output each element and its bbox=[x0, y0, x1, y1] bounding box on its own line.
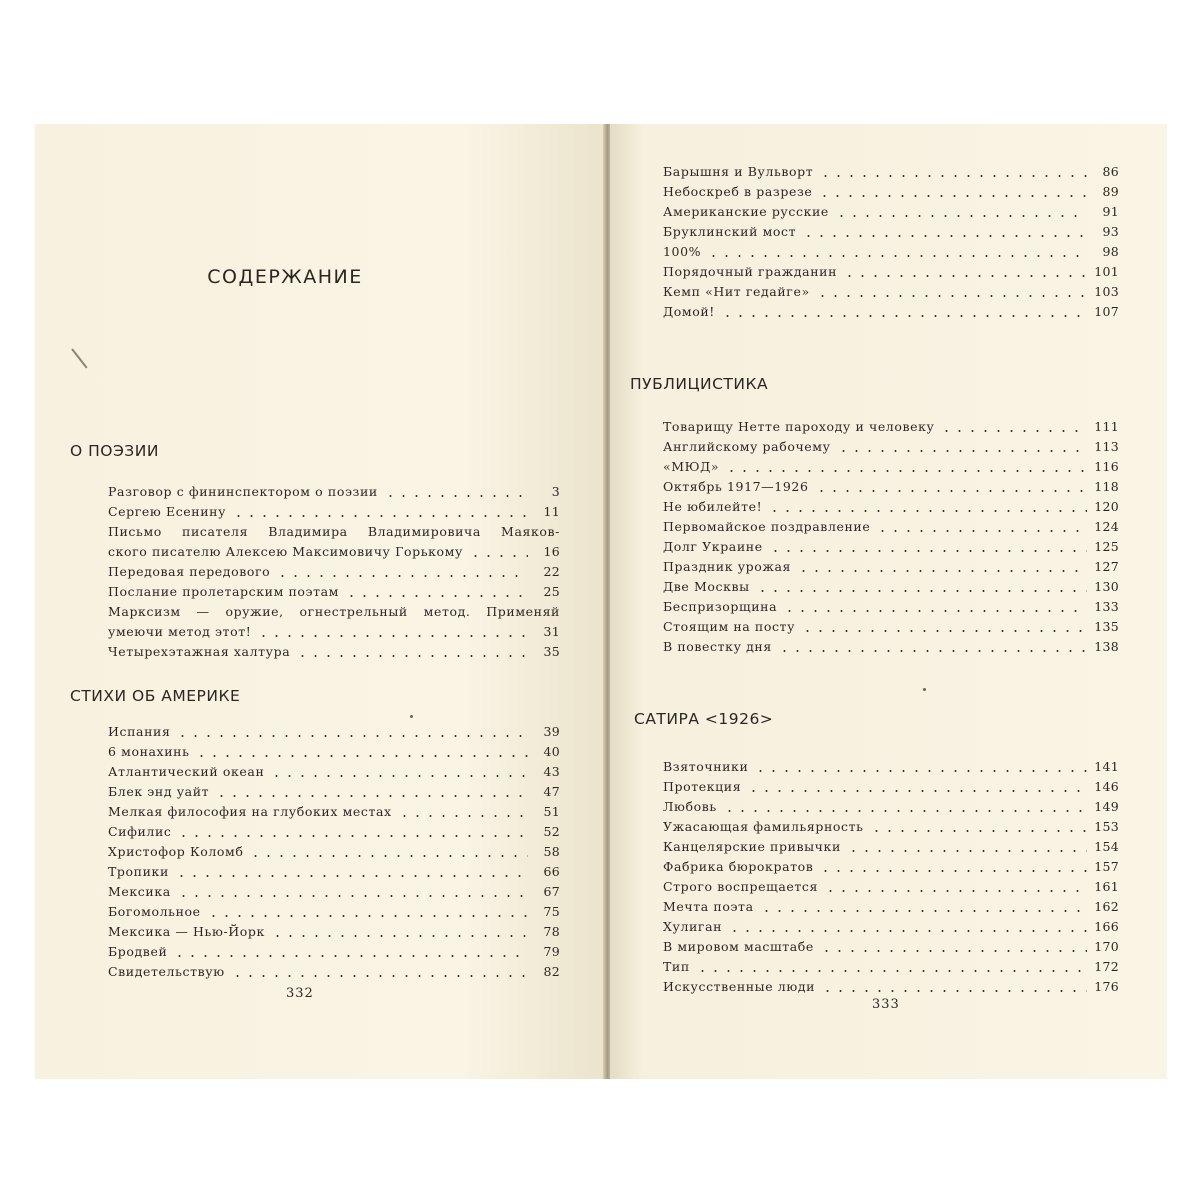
entry-title: Порядочный гражданин bbox=[663, 264, 838, 279]
leader-dots bbox=[232, 515, 528, 517]
toc-entry[interactable] bbox=[663, 162, 1119, 182]
entry-page-number: 22 bbox=[543, 564, 560, 579]
toc-entry[interactable] bbox=[663, 817, 1119, 837]
entry-page-number: 47 bbox=[543, 784, 560, 799]
toc-entry[interactable] bbox=[108, 962, 560, 982]
entry-page-number: 31 bbox=[543, 624, 560, 639]
leader-dots bbox=[696, 970, 1087, 972]
entry-page-number: 153 bbox=[1094, 819, 1119, 834]
leader-dots bbox=[797, 570, 1087, 572]
leader-dots bbox=[876, 530, 1087, 532]
entry-title: 6 монахинь bbox=[108, 744, 190, 759]
toc-entry-line[interactable] bbox=[108, 602, 560, 622]
leader-dots bbox=[175, 875, 528, 877]
toc-entry[interactable] bbox=[108, 782, 560, 802]
toc-entry[interactable] bbox=[663, 797, 1119, 817]
entry-title: Бруклинский мост bbox=[663, 224, 797, 239]
leader-dots bbox=[870, 830, 1087, 832]
entry-page-number: 113 bbox=[1094, 439, 1119, 454]
entry-title: Сергею Есенину bbox=[108, 504, 227, 519]
entry-title: Долг Украине bbox=[663, 539, 763, 554]
leader-dots bbox=[271, 935, 528, 937]
leader-dots bbox=[707, 255, 1087, 257]
toc-entry[interactable] bbox=[108, 822, 560, 842]
entry-page-number: 93 bbox=[1102, 224, 1119, 239]
entry-title: Хулиган bbox=[663, 919, 723, 934]
entry-page-number: 78 bbox=[543, 924, 560, 939]
contents-title: СОДЕРЖАНИЕ bbox=[207, 266, 363, 288]
entry-page-number: 133 bbox=[1094, 599, 1119, 614]
entry-page-number: 16 bbox=[543, 544, 560, 559]
entry-page-number: 130 bbox=[1094, 579, 1119, 594]
page-number-right: 333 bbox=[872, 997, 900, 1012]
entry-page-number: 166 bbox=[1094, 919, 1119, 934]
leader-dots bbox=[723, 810, 1087, 812]
entry-title: Праздник урожая bbox=[663, 559, 792, 574]
leader-dots bbox=[816, 295, 1087, 297]
entry-title: Марксизм — оружие, огнестрельный метод. Применяй bbox=[108, 604, 560, 619]
entry-page-number: 116 bbox=[1094, 459, 1119, 474]
entry-page-number: 79 bbox=[543, 944, 560, 959]
toc-entry[interactable] bbox=[663, 302, 1119, 322]
entry-title: Протекция bbox=[663, 779, 742, 794]
toc-entry[interactable] bbox=[108, 762, 560, 782]
entry-title: Испания bbox=[108, 724, 171, 739]
entry-page-number: 89 bbox=[1102, 184, 1119, 199]
entry-title: Ужасающая фамильярность bbox=[663, 819, 864, 834]
leader-dots bbox=[843, 275, 1087, 277]
toc-entry[interactable] bbox=[663, 457, 1119, 477]
leader-dots bbox=[249, 855, 528, 857]
leader-dots bbox=[760, 910, 1087, 912]
entry-page-number: 125 bbox=[1094, 539, 1119, 554]
entry-page-number: 146 bbox=[1094, 779, 1119, 794]
toc-entry[interactable] bbox=[663, 517, 1119, 537]
leader-dots bbox=[398, 815, 528, 817]
leader-dots bbox=[728, 930, 1087, 932]
entry-page-number: 58 bbox=[543, 844, 560, 859]
entry-title: Тропики bbox=[108, 864, 169, 879]
leader-dots bbox=[801, 630, 1087, 632]
entry-title: Мечта поэта bbox=[663, 899, 754, 914]
entry-title: Любовь bbox=[663, 799, 717, 814]
entry-title: Послание пролетарским поэтам bbox=[108, 584, 340, 599]
entry-page-number: 52 bbox=[543, 824, 560, 839]
toc-entry[interactable] bbox=[663, 857, 1119, 877]
toc-entry[interactable] bbox=[663, 617, 1119, 637]
toc-entry[interactable] bbox=[663, 477, 1119, 497]
entry-title: Небоскреб в разрезе bbox=[663, 184, 813, 199]
toc-entry[interactable] bbox=[108, 482, 560, 502]
entry-page-number: 91 bbox=[1102, 204, 1119, 219]
leader-dots bbox=[769, 550, 1087, 552]
leader-dots bbox=[754, 770, 1087, 772]
entry-page-number: 157 bbox=[1094, 859, 1119, 874]
leader-dots bbox=[819, 175, 1087, 177]
toc-entry[interactable] bbox=[108, 902, 560, 922]
leader-dots bbox=[176, 735, 528, 737]
toc-entry[interactable] bbox=[108, 922, 560, 942]
entry-title: Фабрика бюрократов bbox=[663, 859, 814, 874]
entry-title: Товарищу Нетте пароходу и человеку bbox=[663, 419, 935, 434]
entry-page-number: 51 bbox=[543, 804, 560, 819]
entry-title: Кемп «Нит гедайге» bbox=[663, 284, 810, 299]
entry-page-number: 154 bbox=[1094, 839, 1119, 854]
toc-entry[interactable] bbox=[108, 502, 560, 522]
toc-entry-line[interactable] bbox=[108, 522, 560, 542]
leader-dots bbox=[384, 495, 528, 497]
entry-title: Взяточники bbox=[663, 759, 749, 774]
entry-page-number: 67 bbox=[543, 884, 560, 899]
leader-dots bbox=[177, 895, 528, 897]
toc-entry[interactable] bbox=[663, 917, 1119, 937]
entry-page-number: 35 bbox=[543, 644, 560, 659]
entry-title: Беспризорщина bbox=[663, 599, 778, 614]
toc-entry[interactable] bbox=[663, 977, 1119, 997]
toc-entry[interactable] bbox=[663, 262, 1119, 282]
entry-page-number: 86 bbox=[1102, 164, 1119, 179]
toc-entry[interactable] bbox=[108, 562, 560, 582]
toc-entry[interactable] bbox=[663, 537, 1119, 557]
page-speck bbox=[410, 715, 413, 718]
entry-title: Две Москвы bbox=[663, 579, 750, 594]
toc-entry[interactable] bbox=[663, 182, 1119, 202]
section-title: О ПОЭЗИИ bbox=[70, 442, 159, 460]
entry-title: Домой! bbox=[663, 304, 715, 319]
leader-dots bbox=[818, 195, 1087, 197]
leader-dots bbox=[296, 655, 528, 657]
toc-entry[interactable] bbox=[663, 437, 1119, 457]
leader-dots bbox=[835, 215, 1087, 217]
section-title: САТИРА <1926> bbox=[634, 710, 774, 728]
toc-entry[interactable] bbox=[663, 937, 1119, 957]
leader-dots bbox=[270, 775, 528, 777]
entry-page-number: 103 bbox=[1094, 284, 1119, 299]
entry-page-number: 141 bbox=[1094, 759, 1119, 774]
entry-title: Строго воспрещается bbox=[663, 879, 819, 894]
leader-dots bbox=[215, 795, 528, 797]
entry-title: Барышня и Вульворт bbox=[663, 164, 814, 179]
leader-dots bbox=[725, 470, 1087, 472]
toc-entry[interactable] bbox=[663, 282, 1119, 302]
page-number-left: 332 bbox=[286, 986, 314, 1001]
toc-entry[interactable] bbox=[663, 577, 1119, 597]
entry-title: Богомольное bbox=[108, 904, 201, 919]
entry-title: «МЮД» bbox=[663, 459, 720, 474]
leader-dots bbox=[821, 990, 1087, 992]
entry-title: Бродвей bbox=[108, 944, 168, 959]
entry-title: Английскому рабочему bbox=[663, 439, 831, 454]
entry-page-number: 98 bbox=[1102, 244, 1119, 259]
toc-entry[interactable] bbox=[108, 942, 560, 962]
leader-dots bbox=[778, 650, 1087, 652]
leader-dots bbox=[195, 755, 528, 757]
entry-page-number: 111 bbox=[1094, 419, 1119, 434]
toc-entry[interactable] bbox=[108, 642, 560, 662]
toc-entry[interactable] bbox=[663, 757, 1119, 777]
entry-page-number: 124 bbox=[1094, 519, 1119, 534]
entry-page-number: 118 bbox=[1094, 479, 1119, 494]
entry-page-number: 176 bbox=[1094, 979, 1119, 994]
entry-title: Мелкая философия на глубоких местах bbox=[108, 804, 392, 819]
toc-entry[interactable] bbox=[663, 597, 1119, 617]
entry-title: Тип bbox=[663, 959, 690, 974]
toc-entry[interactable] bbox=[108, 862, 560, 882]
entry-title: Четырехэтажная халтура bbox=[108, 644, 291, 659]
entry-page-number: 149 bbox=[1094, 799, 1119, 814]
entry-page-number: 107 bbox=[1094, 304, 1119, 319]
toc-entry[interactable] bbox=[108, 742, 560, 762]
entry-title: ского писателю Алексею Максимовичу Горькому bbox=[108, 544, 463, 559]
leader-dots bbox=[173, 955, 528, 957]
toc-entry[interactable] bbox=[108, 802, 560, 822]
entry-page-number: 11 bbox=[543, 504, 560, 519]
entry-page-number: 138 bbox=[1094, 639, 1119, 654]
entry-title: 100% bbox=[663, 244, 702, 259]
entry-page-number: 39 bbox=[543, 724, 560, 739]
leader-dots bbox=[820, 950, 1087, 952]
entry-page-number: 172 bbox=[1094, 959, 1119, 974]
entry-title: В мировом масштабе bbox=[663, 939, 814, 954]
entry-title: Христофор Коломб bbox=[108, 844, 244, 859]
leader-dots bbox=[469, 555, 528, 557]
entry-page-number: 162 bbox=[1094, 899, 1119, 914]
entry-page-number: 75 bbox=[543, 904, 560, 919]
leader-dots bbox=[276, 575, 528, 577]
leader-dots bbox=[847, 850, 1087, 852]
section-title: СТИХИ ОБ АМЕРИКЕ bbox=[70, 687, 241, 705]
leader-dots bbox=[802, 235, 1087, 237]
leader-dots bbox=[768, 510, 1087, 512]
toc-entry[interactable] bbox=[108, 882, 560, 902]
toc-entry[interactable] bbox=[663, 202, 1119, 222]
entry-title: Американские русские bbox=[663, 204, 829, 219]
entry-title: умеючи метод этот! bbox=[108, 624, 252, 639]
entry-page-number: 120 bbox=[1094, 499, 1119, 514]
entry-title: Первомайское поздравление bbox=[663, 519, 871, 534]
entry-page-number: 25 bbox=[543, 584, 560, 599]
entry-page-number: 66 bbox=[543, 864, 560, 879]
entry-title: Искусственные люди bbox=[663, 979, 816, 994]
toc-entry[interactable] bbox=[108, 842, 560, 862]
leader-dots bbox=[837, 450, 1087, 452]
entry-page-number: 43 bbox=[543, 764, 560, 779]
toc-entry[interactable] bbox=[663, 242, 1119, 262]
toc-entry[interactable] bbox=[663, 837, 1119, 857]
entry-page-number: 127 bbox=[1094, 559, 1119, 574]
toc-entry[interactable] bbox=[108, 582, 560, 602]
entry-title: Блек энд уайт bbox=[108, 784, 210, 799]
leader-dots bbox=[177, 835, 528, 837]
leader-dots bbox=[257, 635, 528, 637]
leader-dots bbox=[940, 430, 1087, 432]
leader-dots bbox=[207, 915, 528, 917]
entry-title: Мексика — Нью-Йорк bbox=[108, 924, 265, 939]
entry-title: Атлантический океан bbox=[108, 764, 265, 779]
leader-dots bbox=[345, 595, 528, 597]
page-speck bbox=[923, 688, 926, 691]
entry-title: Письмо писателя Владимира Владимировича Маяков- bbox=[108, 524, 560, 539]
leader-dots bbox=[756, 590, 1087, 592]
entry-title: Октябрь 1917—1926 bbox=[663, 479, 809, 494]
leader-dots bbox=[824, 890, 1087, 892]
leader-dots bbox=[783, 610, 1087, 612]
entry-page-number: 135 bbox=[1094, 619, 1119, 634]
entry-page-number: 3 bbox=[551, 484, 560, 499]
leader-dots bbox=[819, 870, 1087, 872]
toc-entry[interactable] bbox=[108, 622, 560, 642]
toc-entry[interactable] bbox=[663, 777, 1119, 797]
entry-title: Свидетельствую bbox=[108, 964, 225, 979]
entry-title: Стоящим на посту bbox=[663, 619, 796, 634]
entry-page-number: 82 bbox=[543, 964, 560, 979]
toc-entry[interactable] bbox=[663, 957, 1119, 977]
leader-dots bbox=[815, 490, 1088, 492]
entry-title: Канцелярские привычки bbox=[663, 839, 841, 854]
entry-title: Не юбилейте! bbox=[663, 499, 763, 514]
leader-dots bbox=[721, 315, 1087, 317]
toc-entry[interactable] bbox=[108, 542, 560, 562]
entry-title: В повестку дня bbox=[663, 639, 772, 654]
entry-title: Мексика bbox=[108, 884, 171, 899]
entry-page-number: 170 bbox=[1094, 939, 1119, 954]
toc-entry[interactable] bbox=[663, 497, 1119, 517]
toc-entry[interactable] bbox=[663, 417, 1119, 437]
toc-entry[interactable] bbox=[663, 637, 1119, 657]
toc-entry[interactable] bbox=[663, 222, 1119, 242]
toc-entry[interactable] bbox=[663, 877, 1119, 897]
section-title: ПУБЛИЦИСТИКА bbox=[630, 375, 769, 393]
toc-entry[interactable] bbox=[663, 897, 1119, 917]
entry-page-number: 161 bbox=[1094, 879, 1119, 894]
entry-title: Разговор с фининспектором о поэзии bbox=[108, 484, 378, 499]
toc-entry[interactable] bbox=[663, 557, 1119, 577]
entry-title: Передовая передового bbox=[108, 564, 271, 579]
leader-dots bbox=[231, 975, 528, 977]
entry-title: Сифилис bbox=[108, 824, 172, 839]
entry-page-number: 40 bbox=[543, 744, 560, 759]
toc-entry[interactable] bbox=[108, 722, 560, 742]
entry-page-number: 101 bbox=[1094, 264, 1119, 279]
leader-dots bbox=[747, 790, 1087, 792]
